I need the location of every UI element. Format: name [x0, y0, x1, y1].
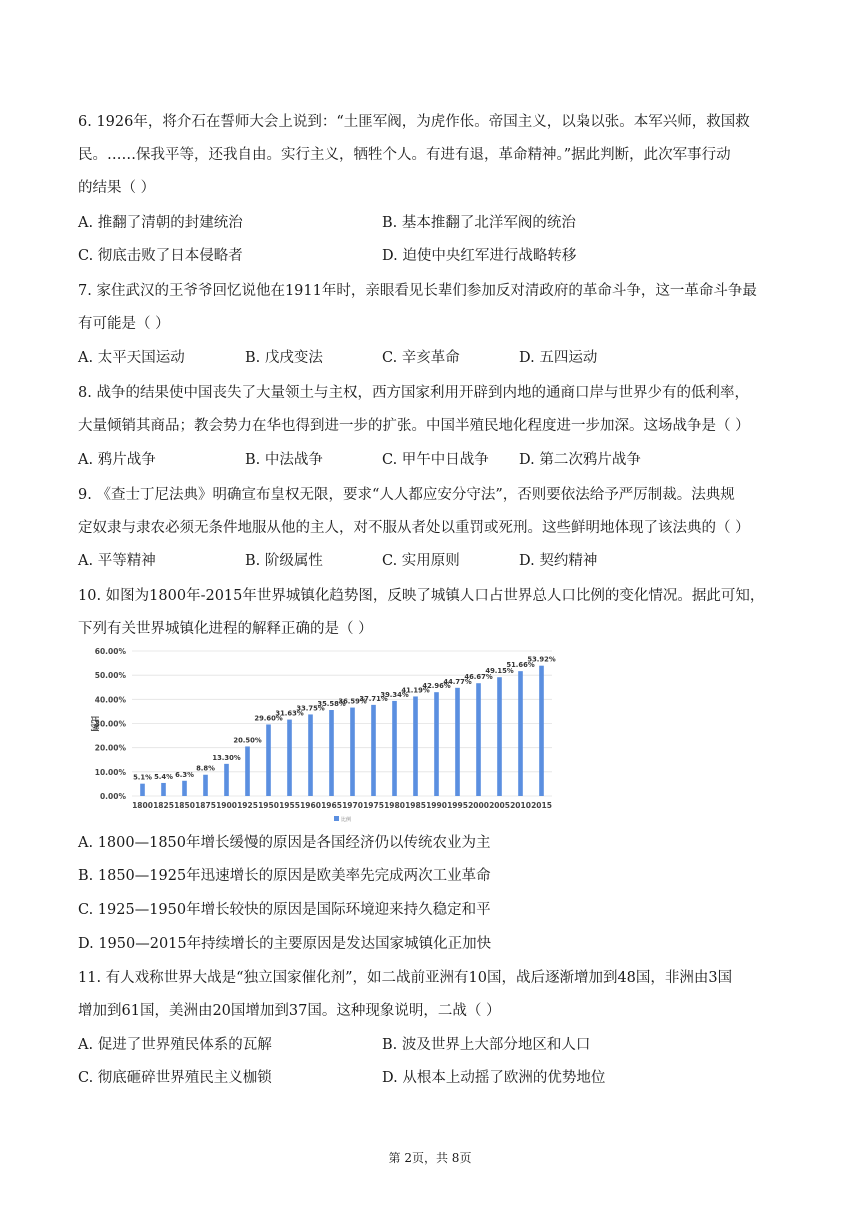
q11-option-a[interactable]: A. 促进了世界殖民体系的瓦解: [78, 1037, 272, 1053]
y-tick-label: 50.00%: [94, 671, 126, 681]
data-label: 35.58%: [317, 700, 346, 709]
data-label: 29.60%: [254, 714, 283, 723]
y-tick-label: 40.00%: [94, 695, 126, 705]
chart-svg: [84, 645, 558, 827]
bar: [182, 781, 187, 796]
q8-stem-line1: 8. 战争的结果使中国丧失了大量领土与主权，西方国家利用开辟到内地的通商口岸与世界少有的低利率，: [78, 385, 749, 401]
y-tick-label: 30.00%: [94, 719, 126, 729]
data-label: 44.77%: [443, 677, 472, 686]
x-tick-label: 1975: [363, 801, 384, 810]
data-label: 51.66%: [506, 661, 535, 670]
x-tick-label: 1955: [279, 801, 300, 810]
q9-option-c[interactable]: C. 实用原则: [382, 553, 460, 569]
q8-stem-line2: 大量倾销其商品；教会势力在华也得到进一步的扩张。中国半殖民地化程度进一步加深。这场战争是（ ）: [78, 418, 750, 434]
q9-stem-line1: 9. 《查士丁尼法典》明确宣布皇权无限，要求“人人都应安分守法”，否则要依法给予严厉制裁。法典规: [78, 487, 735, 503]
legend-swatch: [334, 816, 339, 821]
data-label: 36.59%: [338, 697, 367, 706]
q8-option-d[interactable]: D. 第二次鸦片战争: [519, 452, 641, 468]
y-tick-label: 0.00%: [99, 792, 126, 801]
x-tick-label: 1995: [447, 801, 468, 810]
x-tick-label: 1875: [195, 801, 216, 810]
bar: [455, 688, 460, 796]
x-tick-label: 1850: [174, 801, 195, 810]
x-tick-label: 2010: [510, 801, 531, 810]
q7-stem-line2: 有可能是（ ）: [78, 316, 170, 332]
q6-option-a[interactable]: A. 推翻了清朝的封建统治: [78, 215, 243, 231]
data-label: 39.34%: [380, 690, 409, 699]
x-tick-label: 1960: [300, 801, 321, 810]
bar: [161, 783, 166, 796]
data-label: 5.1%: [133, 773, 152, 782]
q6-stem-line1: 6. 1926年，将介石在誓师大会上说到：“土匪军阀，为虎作伥。帝国主义，以枭以张。本军兴师，救国救: [78, 114, 750, 130]
y-tick-label: 20.00%: [94, 743, 126, 753]
urbanization-chart: [84, 645, 558, 827]
bar: [392, 701, 397, 796]
bar: [476, 683, 481, 796]
q9-option-b[interactable]: B. 阶级属性: [245, 553, 323, 569]
q8-option-a[interactable]: A. 鸦片战争: [78, 452, 156, 468]
bar: [434, 692, 439, 796]
q6-option-c[interactable]: C. 彻底击败了日本侵略者: [78, 248, 243, 264]
data-label: 41.19%: [401, 686, 430, 695]
x-tick-label: 1970: [342, 801, 363, 810]
bar: [350, 708, 355, 796]
q7-stem-line1: 7. 家住武汉的王爷爷回忆说他在1911年时，亲眼看见长辈们参加反对清政府的革命斗争，这一革命斗争最: [78, 283, 757, 299]
q8-option-b[interactable]: B. 中法战争: [245, 452, 323, 468]
data-label: 31.63%: [275, 709, 304, 718]
bar: [203, 775, 208, 796]
q6-stem-line3: 的结果（ ）: [78, 180, 156, 196]
q7-option-c[interactable]: C. 辛亥革命: [382, 350, 460, 366]
data-label: 46.67%: [464, 673, 493, 682]
q10-stem-line2: 下列有关世界城镇化进程的解释正确的是（ ）: [78, 621, 373, 637]
q7-option-b[interactable]: B. 戊戌变法: [245, 350, 323, 366]
q11-option-d[interactable]: D. 从根本上动摇了欧洲的优势地位: [382, 1070, 606, 1086]
data-label: 42.96%: [422, 682, 451, 691]
data-label: 5.4%: [154, 772, 173, 781]
q6-option-d[interactable]: D. 迫使中央红军进行战略转移: [382, 248, 577, 264]
bar: [266, 724, 271, 796]
bar: [287, 720, 292, 796]
y-tick-label: 60.00%: [94, 647, 126, 656]
bar: [518, 671, 523, 796]
bar: [539, 666, 544, 796]
bar: [497, 677, 502, 796]
x-tick-label: 2015: [531, 801, 552, 810]
q10-stem-line1: 10. 如图为1800年-2015年世界城镇化趋势图，反映了城镇人口占世界总人口比例的变化情况。据此可知，: [78, 588, 765, 604]
data-label: 49.15%: [485, 667, 514, 676]
x-tick-label: 1965: [321, 801, 342, 810]
data-label: 33.75%: [296, 704, 325, 713]
q9-option-a[interactable]: A. 平等精神: [78, 553, 156, 569]
x-tick-label: 1925: [237, 801, 258, 810]
bar: [329, 710, 334, 796]
q7-option-d[interactable]: D. 五四运动: [519, 350, 598, 366]
x-tick-label: 1980: [384, 801, 405, 810]
q10-option-d[interactable]: D. 1950—2015年持续增长的主要原因是发达国家城镇化正加快: [78, 936, 492, 952]
x-tick-label: 1950: [258, 801, 279, 810]
q8-option-c[interactable]: C. 甲午中日战争: [382, 452, 489, 468]
x-tick-label: 1985: [405, 801, 426, 810]
bar: [413, 696, 418, 796]
q7-option-a[interactable]: A. 太平天国运动: [78, 350, 185, 366]
q9-stem-line2: 定奴隶与隶农必须无条件地服从他的主人，对不服从者处以重罚或死刑。这些鲜明地体现了该法典的（ ）: [78, 520, 750, 536]
data-label: 6.3%: [175, 770, 194, 779]
q9-option-d[interactable]: D. 契约精神: [519, 553, 598, 569]
q10-option-b[interactable]: B. 1850—1925年迅速增长的原因是欧美率先完成两次工业革命: [78, 868, 491, 884]
q10-option-c[interactable]: C. 1925—1950年增长较快的原因是国际环境迎来持久稳定和平: [78, 902, 491, 918]
q10-option-a[interactable]: A. 1800—1850年增长缓慢的原因是各国经济仍以传统农业为主: [78, 835, 491, 851]
data-label: 13.30%: [212, 753, 241, 762]
x-tick-label: 1825: [153, 801, 174, 810]
bar: [245, 746, 250, 796]
data-label: 8.8%: [196, 764, 215, 773]
x-tick-label: 2000: [468, 801, 489, 810]
x-tick-label: 2005: [489, 801, 510, 810]
data-label: 37.71%: [359, 694, 388, 703]
q6-option-b[interactable]: B. 基本推翻了北洋军阀的统治: [382, 215, 576, 231]
q11-option-c[interactable]: C. 彻底砸碎世界殖民主义枷锁: [78, 1070, 272, 1086]
legend-label: 比例: [341, 817, 352, 823]
q11-stem-line1: 11. 有人戏称世界大战是“独立国家催化剂”，如二战前亚洲有10国，战后逐渐增加到48国，非洲由3国: [78, 970, 733, 986]
page-footer: 第 2页，共 8页: [388, 1151, 472, 1165]
x-tick-label: 1800: [132, 801, 153, 810]
x-tick-label: 1900: [216, 801, 237, 810]
q6-stem-line2: 民。……保我平等，还我自由。实行主义，牺牲个人。有进有退，革命精神。”据此判断，此次军事行动: [78, 147, 731, 163]
y-tick-label: 10.00%: [94, 767, 126, 777]
data-label: 20.50%: [233, 736, 262, 745]
y-axis-label: 比例: [90, 715, 99, 732]
bar: [224, 764, 229, 796]
data-label: 53.92%: [527, 655, 556, 664]
bar: [371, 705, 376, 796]
x-tick-label: 1990: [426, 801, 447, 810]
bar: [140, 784, 145, 796]
bar: [308, 714, 313, 796]
q11-option-b[interactable]: B. 波及世界上大部分地区和人口: [382, 1037, 591, 1053]
q11-stem-line2: 增加到61国，美洲由20国增加到37国。这种现象说明，二战（ ）: [78, 1003, 501, 1019]
urbanization-bar-chart: [84, 645, 558, 827]
